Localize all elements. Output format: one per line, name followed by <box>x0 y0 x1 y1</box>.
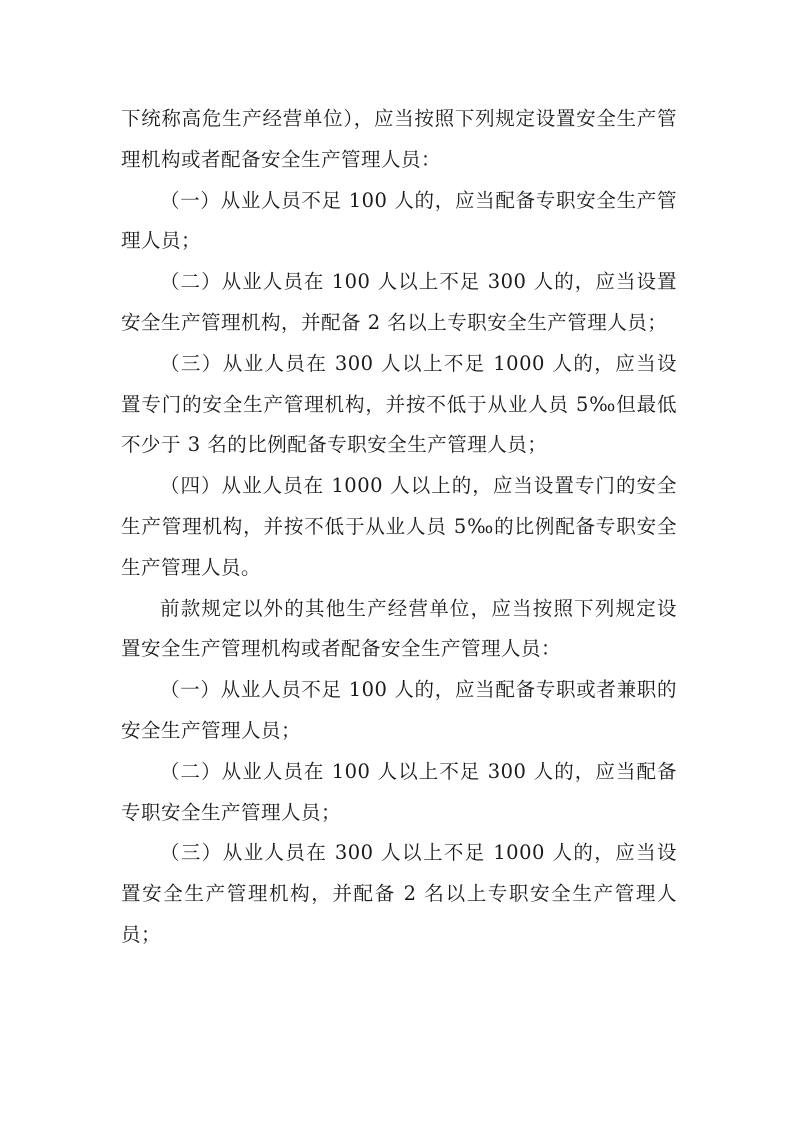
paragraph-high-risk-item-4: （四）从业人员在 1000 人以上的，应当设置专门的安全生产管理机构，并按不低于从业人员 5‰的比例配备专职安全生产管理人员。 <box>121 474 677 579</box>
paragraph-other-item-1: （一）从业人员不足 100 人的，应当配备专职或者兼职的安全生产管理人员； <box>121 678 677 742</box>
paragraph-high-risk-item-2: （二）从业人员在 100 人以上不足 300 人的，应当设置安全生产管理机构，并配备 2 名以上专职安全生产管理人员； <box>121 270 677 334</box>
paragraph-continuation: 下统称高危生产经营单位），应当按照下列规定设置安全生产管理机构或者配备安全生产管理人员： <box>121 107 677 171</box>
paragraph-other-item-3: （三）从业人员在 300 人以上不足 1000 人的，应当设置安全生产管理机构，并配备 2 名以上专职安全生产管理人员； <box>121 841 677 946</box>
paragraph-high-risk-item-1: （一）从业人员不足 100 人的，应当配备专职安全生产管理人员； <box>121 188 677 253</box>
body-text <box>121 99 677 956</box>
paragraph-other-item-2: （二）从业人员在 100 人以上不足 300 人的，应当配备专职安全生产管理人员； <box>121 759 677 824</box>
paragraph-high-risk-item-3: （三）从业人员在 300 人以上不足 1000 人的，应当设置专门的安全生产管理机构，并按不低于从业人员 5‰但最低不少于 3 名的比例配备专职安全生产管理人员； <box>121 351 677 457</box>
paragraph-other-units-intro: 前款规定以外的其他生产经营单位，应当按照下列规定设置安全生产管理机构或者配备安全生产管理人员： <box>121 596 677 661</box>
